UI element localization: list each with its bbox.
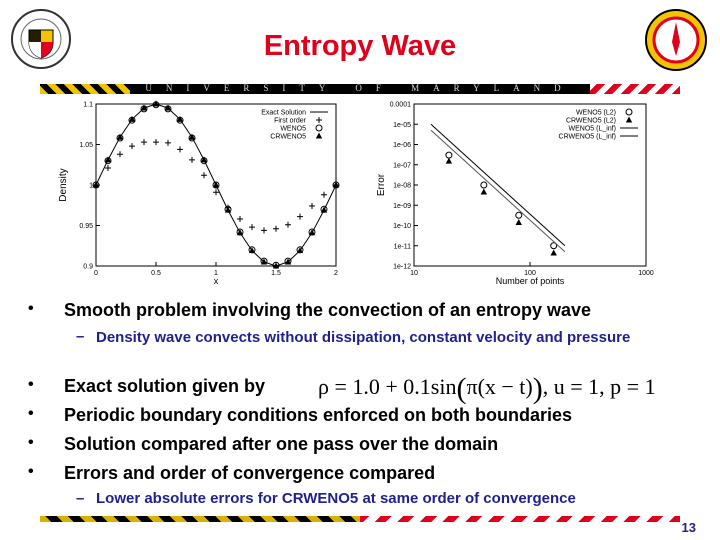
x-axis-label: Number of points <box>495 276 565 286</box>
data-point <box>261 227 267 233</box>
banner-text: UNIVERSITY OF MARYLAND <box>145 84 575 93</box>
legend-swatch <box>316 125 322 131</box>
formula-lhs: ρ = 1.0 + 0.1sin <box>318 374 457 399</box>
data-point <box>201 172 207 178</box>
data-point <box>516 219 522 225</box>
x-tick-label: 2 <box>334 270 338 277</box>
y-tick-label: 1.05 <box>79 142 93 149</box>
x-tick-label: 10 <box>410 270 418 277</box>
bullet-marker: • <box>28 434 34 451</box>
legend-swatch <box>626 117 632 123</box>
x-tick-label: 100 <box>524 270 536 277</box>
data-point <box>273 226 279 232</box>
legend-label: WENO5 (L2) <box>575 109 616 117</box>
formula-arg: π(x − t) <box>466 374 533 399</box>
sub-bullet-dash: – <box>76 490 85 507</box>
page-number: 13 <box>681 520 696 535</box>
bullet-marker: • <box>28 405 34 422</box>
data-point <box>177 146 183 152</box>
density-chart <box>44 96 344 286</box>
data-point <box>481 182 487 188</box>
bullet-text: Smooth problem involving the convection of an entropy wave <box>64 300 592 320</box>
data-point <box>165 140 171 146</box>
data-point <box>153 139 159 145</box>
y-tick-label: 1e-05 <box>393 121 411 129</box>
legend-label: WENO5 (L_inf) <box>568 125 616 133</box>
data-point <box>105 165 111 171</box>
bullet-text: Periodic boundary conditions enforced on both boundaries <box>64 405 573 425</box>
y-axis-label: Density <box>58 168 69 202</box>
y-tick-label: 1e-10 <box>393 223 411 230</box>
y-tick-label: 1 <box>89 182 93 190</box>
y-tick-label: 1e-12 <box>393 263 411 271</box>
x-tick-label: 1000 <box>638 270 654 277</box>
data-point <box>446 152 452 158</box>
legend-swatch <box>316 117 322 123</box>
data-point <box>117 151 123 157</box>
x-tick-label: 0 <box>94 270 98 277</box>
x-tick-label: 1 <box>214 270 218 277</box>
sub-bullet-text: Lower absolute errors for CRWENO5 at same order of convergence <box>96 490 576 507</box>
y-tick-label: 0.9 <box>83 263 93 271</box>
legend-label: First order <box>274 117 306 125</box>
bullet-text: Exact solution given by <box>64 376 266 396</box>
legend-label: Exact Solution <box>261 109 306 117</box>
data-point <box>516 212 522 218</box>
data-point <box>309 203 315 209</box>
university-banner <box>40 84 680 94</box>
y-tick-label: 0.0001 <box>389 101 411 109</box>
legend-label: WENO5 <box>280 125 306 133</box>
data-point <box>550 249 556 255</box>
legend-swatch <box>316 133 322 139</box>
x-tick-label: 1.5 <box>271 270 281 277</box>
y-tick-label: 0.95 <box>79 223 93 230</box>
bullet-marker: • <box>28 376 34 393</box>
x-axis-label: x <box>213 276 219 286</box>
footer-banner <box>40 516 680 522</box>
legend-swatch <box>626 109 632 115</box>
series-line <box>431 124 565 246</box>
y-tick-label: 1e-08 <box>393 182 411 190</box>
bullet-text: Errors and order of convergence compared <box>64 463 436 483</box>
legend-label: CRWENO5 <box>270 133 306 141</box>
data-point <box>189 157 195 163</box>
bullet-marker: • <box>28 463 34 480</box>
y-tick-label: 1.1 <box>83 101 93 109</box>
bullet-marker: • <box>28 300 34 317</box>
x-tick-label: 0.5 <box>151 270 161 277</box>
formula-rhs: , u = 1, p = 1 <box>542 374 656 399</box>
data-point <box>285 222 291 228</box>
data-point <box>446 158 452 164</box>
series-line <box>431 130 565 252</box>
sub-bullet-text: Density wave convects without dissipation, constant velocity and pressure <box>96 329 631 346</box>
data-point <box>237 216 243 222</box>
bullet-text: Solution compared after one pass over the domain <box>64 434 499 454</box>
legend-label: CRWENO5 (L_inf) <box>558 133 616 141</box>
data-point <box>321 192 327 198</box>
legend-label: CRWENO5 (L2) <box>565 117 616 125</box>
data-point <box>249 224 255 230</box>
slide-title: Entropy Wave <box>263 30 457 62</box>
y-tick-label: 1e-09 <box>393 202 411 210</box>
data-point <box>481 189 487 195</box>
y-tick-label: 1e-06 <box>393 142 411 149</box>
y-axis-label: Error <box>376 173 387 197</box>
data-point <box>297 214 303 220</box>
y-tick-label: 1e-11 <box>393 243 411 251</box>
y-tick-label: 1e-07 <box>393 162 411 170</box>
data-point <box>129 143 135 149</box>
sub-bullet-dash: – <box>76 328 85 345</box>
exact-solution-formula: ρ = 1.0 + 0.1sin(π(x − t)), u = 1, p = 1 <box>318 372 656 405</box>
data-point <box>141 139 147 145</box>
error-chart <box>354 96 660 286</box>
